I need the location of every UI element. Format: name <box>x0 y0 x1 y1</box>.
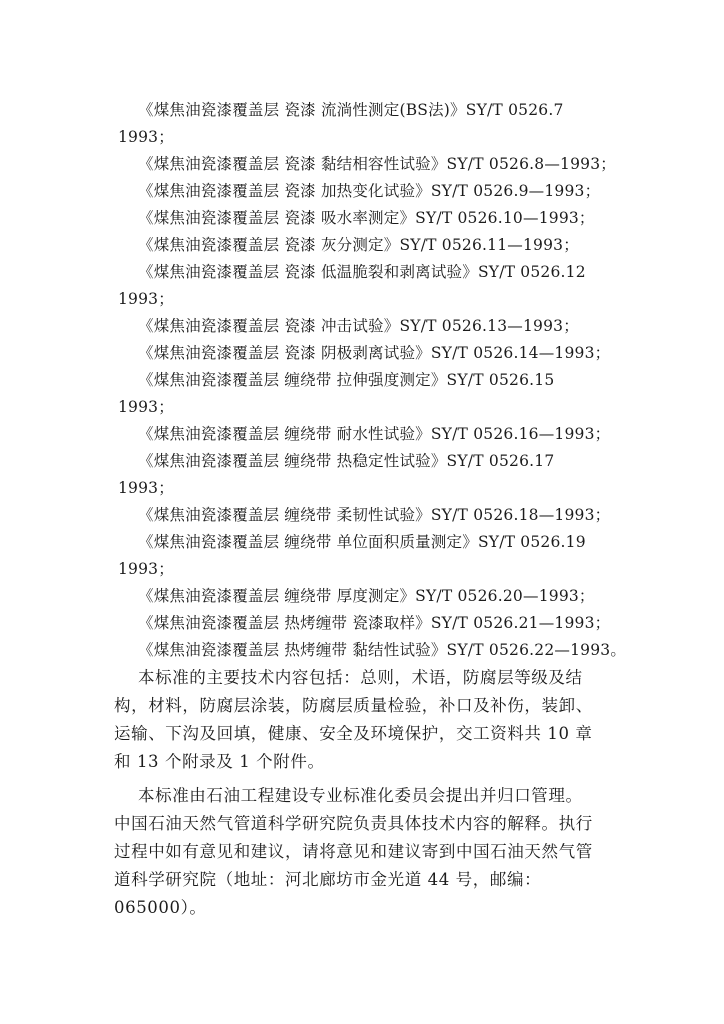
management-paragraph-line-5: 065000）。 <box>114 898 207 917</box>
reference-line-7: 《煤焦油瓷漆覆盖层 瓷漆 冲击试验》SY/T 0526.13—1993； <box>138 317 579 335</box>
contents-paragraph-line-3: 运输、下沟及回填，健康、安全及环境保护，交工资料共 10 章 <box>114 724 593 743</box>
reference-line-6-continuation: 1993； <box>118 290 174 308</box>
reference-line-1: 《煤焦油瓷漆覆盖层 瓷漆 流淌性测定(BS法)》SY/T 0526.7 <box>138 101 564 119</box>
reference-line-9: 《煤焦油瓷漆覆盖层 缠绕带 拉伸强度测定》SY/T 0526.15 <box>138 371 555 389</box>
reference-line-8: 《煤焦油瓷漆覆盖层 瓷漆 阴极剥离试验》SY/T 0526.14—1993； <box>138 344 611 362</box>
reference-line-6: 《煤焦油瓷漆覆盖层 瓷漆 低温脆裂和剥离试验》SY/T 0526.12 <box>138 263 586 281</box>
reference-line-13: 《煤焦油瓷漆覆盖层 缠绕带 单位面积质量测定》SY/T 0526.19 <box>138 533 586 551</box>
management-paragraph-line-3: 过程中如有意见和建议，请将意见和建议寄到中国石油天然气管 <box>114 842 593 861</box>
reference-line-9-continuation: 1993； <box>118 398 174 416</box>
reference-line-11: 《煤焦油瓷漆覆盖层 缠绕带 热稳定性试验》SY/T 0526.17 <box>138 452 555 470</box>
reference-line-12: 《煤焦油瓷漆覆盖层 缠绕带 柔韧性试验》SY/T 0526.18—1993； <box>138 506 611 524</box>
reference-line-2: 《煤焦油瓷漆覆盖层 瓷漆 黏结相容性试验》SY/T 0526.8—1993； <box>138 155 616 173</box>
management-paragraph-line-1: 本标准由石油工程建设专业标准化委员会提出并归口管理。 <box>138 786 583 805</box>
reference-line-4: 《煤焦油瓷漆覆盖层 瓷漆 吸水率测定》SY/T 0526.10—1993； <box>138 209 595 227</box>
reference-line-5: 《煤焦油瓷漆覆盖层 瓷漆 灰分测定》SY/T 0526.11—1993； <box>138 236 579 254</box>
reference-line-13-continuation: 1993； <box>118 560 174 578</box>
reference-line-11-continuation: 1993； <box>118 479 174 497</box>
reference-line-15: 《煤焦油瓷漆覆盖层 热烤缠带 瓷漆取样》SY/T 0526.21—1993； <box>138 614 611 632</box>
management-paragraph-line-2: 中国石油天然气管道科学研究院负责具体技术内容的解释。执行 <box>114 814 593 833</box>
reference-line-14: 《煤焦油瓷漆覆盖层 缠绕带 厚度测定》SY/T 0526.20—1993； <box>138 587 595 605</box>
contents-paragraph-line-4: 和 13 个附录及 1 个附件。 <box>114 752 325 771</box>
contents-paragraph-line-1: 本标准的主要技术内容包括：总则，术语，防腐层等级及结 <box>138 668 583 687</box>
reference-line-3: 《煤焦油瓷漆覆盖层 瓷漆 加热变化试验》SY/T 0526.9—1993； <box>138 182 601 200</box>
reference-line-16: 《煤焦油瓷漆覆盖层 热烤缠带 黏结性试验》SY/T 0526.22—1993。 <box>138 641 627 659</box>
management-paragraph-line-4: 道科学研究院（地址：河北廊坊市金光道 44 号，邮编： <box>114 870 542 889</box>
reference-line-10: 《煤焦油瓷漆覆盖层 缠绕带 耐水性试验》SY/T 0526.16—1993； <box>138 425 611 443</box>
reference-line-1-continuation: 1993； <box>118 128 174 146</box>
contents-paragraph-line-2: 构，材料，防腐层涂装，防腐层质量检验，补口及补伤，装卸、 <box>114 696 593 715</box>
